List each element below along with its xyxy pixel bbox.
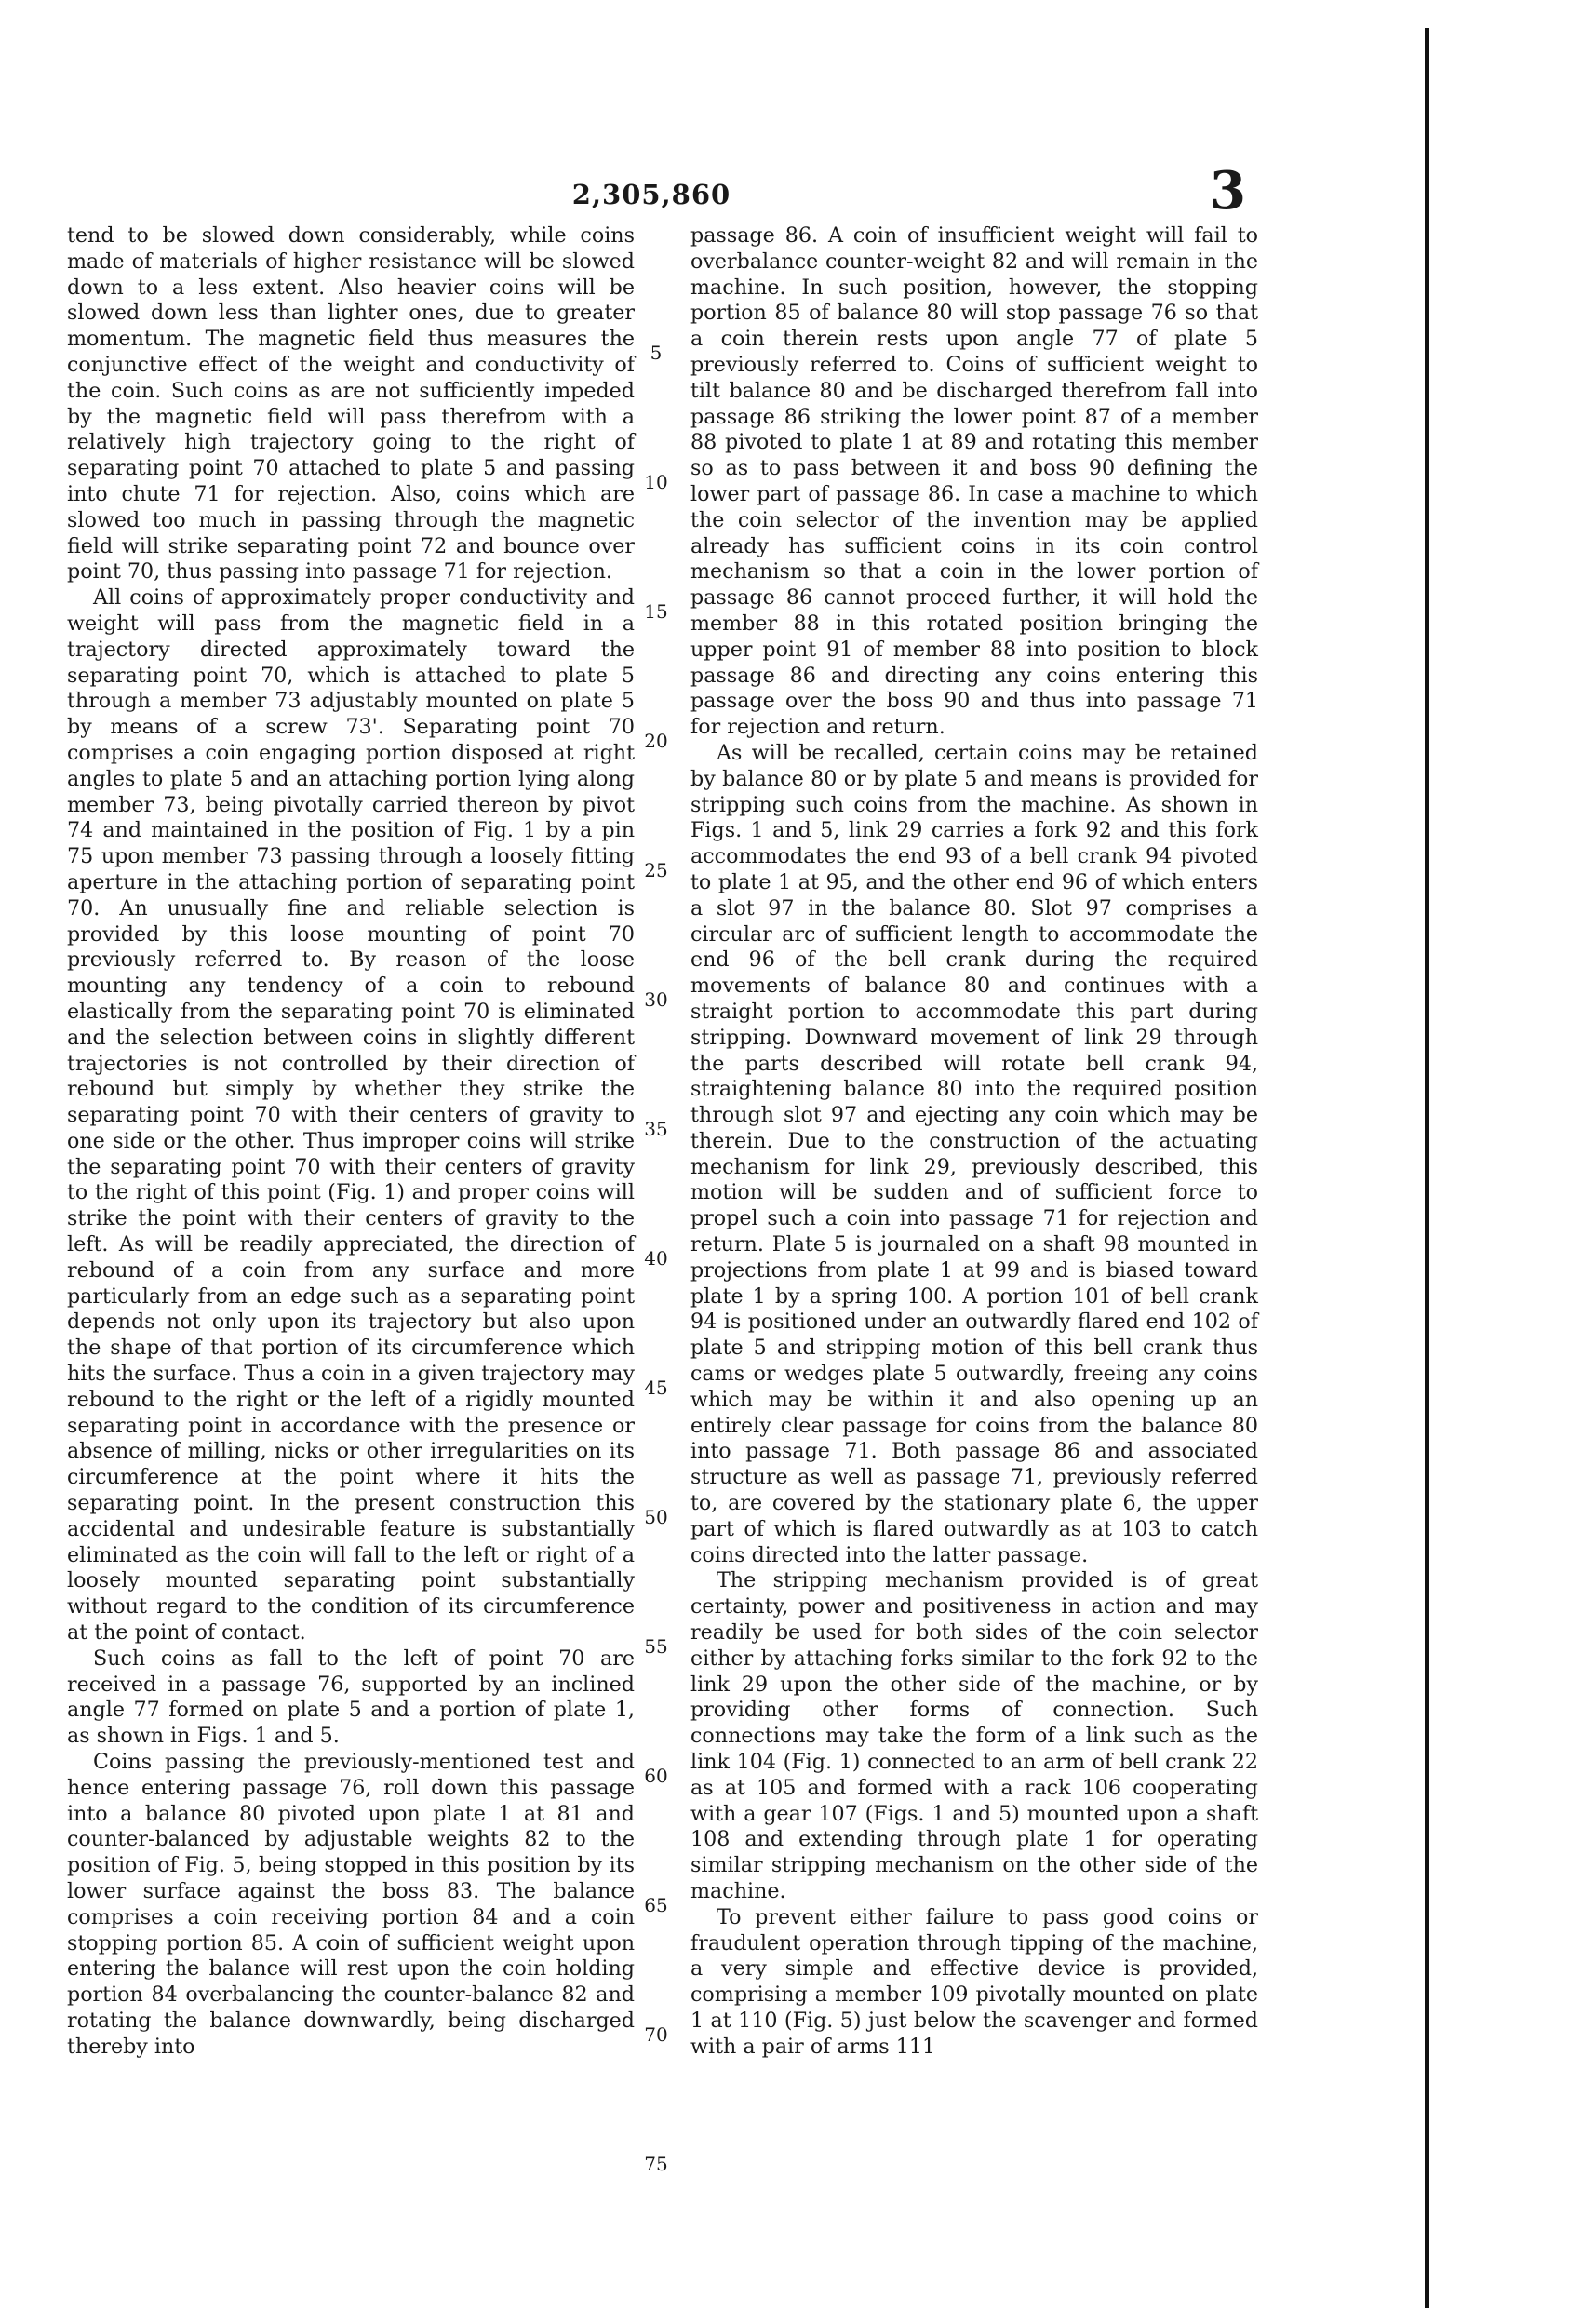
line-number: 25: [644, 859, 668, 881]
line-number: 20: [644, 730, 668, 752]
paragraph: tend to be slowed down considerably, while coins made of materials of higher resistance will be slowed down to a less extent. Also heavier coins will be slowed down less than lighter ones, due to greater momentum. The magnetic field thus measures the conjunctive effect of the weight and conductivity of the coin. Such coins as are not sufficiently impeded by the magnetic field will pass therefrom with a relatively high trajectory going to the right of separating point 70 attached to plate 5 and passing into chute 71 for rejection. Also, coins which are slowed too much in passing through the magnetic field will strike separating point 72 and bounce over point 70, thus passing into passage 71 for rejection.: [67, 223, 635, 584]
left-column: [67, 223, 635, 2061]
paragraph: passage 86. A coin of insufficient weight will fail to overbalance counter-weight 82 and will remain in the machine. In such position, however, the stopping portion 85 of balance 80 will stop passage 76 so that a coin therein rests upon angle 77 of plate 5 previously referred to. Coins of sufficient weight to tilt balance 80 and be discharged therefrom fall into passage 86 striking the lower point 87 of a member 88 pivoted to plate 1 at 89 and rotating this member so as to pass between it and boss 90 defining the lower part of passage 86. In case a machine to which the coin selector of the invention may be applied already has sufficient coins in its coin control mechanism so that a coin in the lower portion of passage 86 cannot proceed further, it will hold the member 88 in this rotated position bringing the upper point 91 of member 88 into position to block passage 86 and directing any coins entering this passage over the boss 90 and thus into passage 71 for rejection and return.: [690, 223, 1258, 740]
patent-number: 2,305,860: [571, 179, 731, 210]
line-number: 55: [644, 1635, 668, 1658]
paragraph: As will be recalled, certain coins may be retained by balance 80 or by plate 5 and means is provided for stripping such coins from the machine. As shown in Figs. 1 and 5, link 29 carries a fork 92 and this fork accommodates the end 93 of a bell crank 94 pivoted to plate 1 at 95, and the other end 96 of which enters a slot 97 in the balance 80. Slot 97 comprises a circular arc of sufficient length to accommodate the end 96 of the bell crank during the required movements of balance 80 and continues with a straight portion to accommodate this part during stripping. Downward movement of link 29 through the parts described will rotate bell crank 94, straightening balance 80 into the required position through slot 97 and ejecting any coin which may be therein. Due to the construction of the actuating mechanism for link 29, previously described, this motion will be sudden and of sufficient force to propel such a coin into passage 71 for rejection and return. Plate 5 is journaled on a shaft 98 mounted in projections from plate 1 at 99 and is biased toward plate 1 by a spring 100. A portion 101 of bell crank 94 is positioned under an outwardly flared end 102 of plate 5 and stripping motion of this bell crank thus cams or wedges plate 5 outwardly, freeing any coins which may be within it and also opening up an entirely clear passage for coins from the balance 80 into passage 71. Both passage 86 and associated structure as well as passage 71, previously referred to, are covered by the stationary plate 6, the upper part of which is flared outwardly as at 103 to catch coins directed into the latter passage.: [690, 740, 1258, 1567]
page-number: 3: [1210, 160, 1246, 222]
paragraph: The stripping mechanism provided is of great certainty, power and positiveness in action and may readily be used for both sides of the coin selector either by attaching forks similar to the fork 92 to the link 29 upon the other side of the machine, or by providing other forms of connection. Such connections may take the form of a link such as the link 104 (Fig. 1) connected to an arm of bell crank 22 as at 105 and formed with a rack 106 cooperating with a gear 107 (Figs. 1 and 5) mounted upon a shaft 108 and extending through plate 1 for operating similar stripping mechanism on the other side of the machine.: [690, 1568, 1258, 1903]
paragraph: To prevent either failure to pass good coins or fraudulent operation through tipping of the machine, a very simple and effective device is provided, comprising a member 109 pivotally mounted on plate 1 at 110 (Fig. 5) just below the scavenger and formed with a pair of arms 111: [690, 1904, 1258, 2059]
line-number: 30: [644, 988, 668, 1011]
paragraph: Coins passing the previously-mentioned test and hence entering passage 76, roll down this passage into a balance 80 pivoted upon plate 1 at 81 and counter-balanced by adjustable weights 82 to the position of Fig. 5, being stopped in this position by its lower surface against the boss 83. The balance comprises a coin receiving portion 84 and a coin stopping portion 85. A coin of sufficient weight upon entering the balance will rest upon the coin holding portion 84 overbalancing the counter-balance 82 and rotating the balance downwardly, being discharged thereby into: [67, 1750, 635, 2059]
line-number: 35: [644, 1118, 668, 1140]
line-number: 75: [644, 2153, 668, 2175]
right-column: [690, 223, 1258, 2061]
line-number: 60: [644, 1765, 668, 1787]
paragraph: Such coins as fall to the left of point 70 are received in a passage 76, supported by an inclined angle 77 formed on plate 5 and a portion of plate 1, as shown in Figs. 1 and 5.: [67, 1646, 635, 1749]
line-number: 15: [644, 600, 668, 623]
margin-rule: [1425, 28, 1429, 2308]
line-number: 5: [650, 342, 663, 364]
line-number: 50: [644, 1506, 668, 1528]
paragraph: All coins of approximately proper conductivity and weight will pass from the magnetic field in a trajectory directed approximately toward the separating point 70, which is attached to plate 5 through a member 73 adjustably mounted on plate 5 by means of a screw 73'. Separating point 70 comprises a coin engaging portion disposed at right angles to plate 5 and an attaching portion lying along member 73, being pivotally carried thereon by pivot 74 and maintained in the position of Fig. 1 by a pin 75 upon member 73 passing through a loosely fitting aperture in the attaching portion of separating point 70. An unusually fine and reliable selection is provided by this loose mounting of point 70 previously referred to. By reason of the loose mounting any tendency of a coin to rebound elastically from the separating point 70 is eliminated and the selection between coins in slightly different trajectories is not controlled by their direction of rebound but simply by whether they strike the separating point 70 with their centers of gravity to one side or the other. Thus improper coins will strike the separating point 70 with their centers of gravity to the right of this point (Fig. 1) and proper coins will strike the point with their centers of gravity to the left. As will be readily appreciated, the direction of rebound of a coin from any surface and more particularly from an edge such as a separating point depends not only upon its trajectory but also upon the shape of that portion of its circumference which hits the surface. Thus a coin in a given trajectory may rebound to the right or the left of a rigidly mounted separating point in accordance with the presence or absence of milling, nicks or other irregularities on its circumference at the point where it hits the separating point. In the present construction this accidental and undesirable feature is substantially eliminated as the coin will fall to the left or right of a loosely mounted separating point substantially without regard to the condition of its circumference at the point of contact.: [67, 585, 635, 1646]
line-number: 65: [644, 1894, 668, 1916]
line-number: 10: [644, 471, 668, 493]
line-number: 70: [644, 2023, 668, 2046]
line-number: 40: [644, 1247, 668, 1269]
line-number: 45: [644, 1377, 668, 1399]
